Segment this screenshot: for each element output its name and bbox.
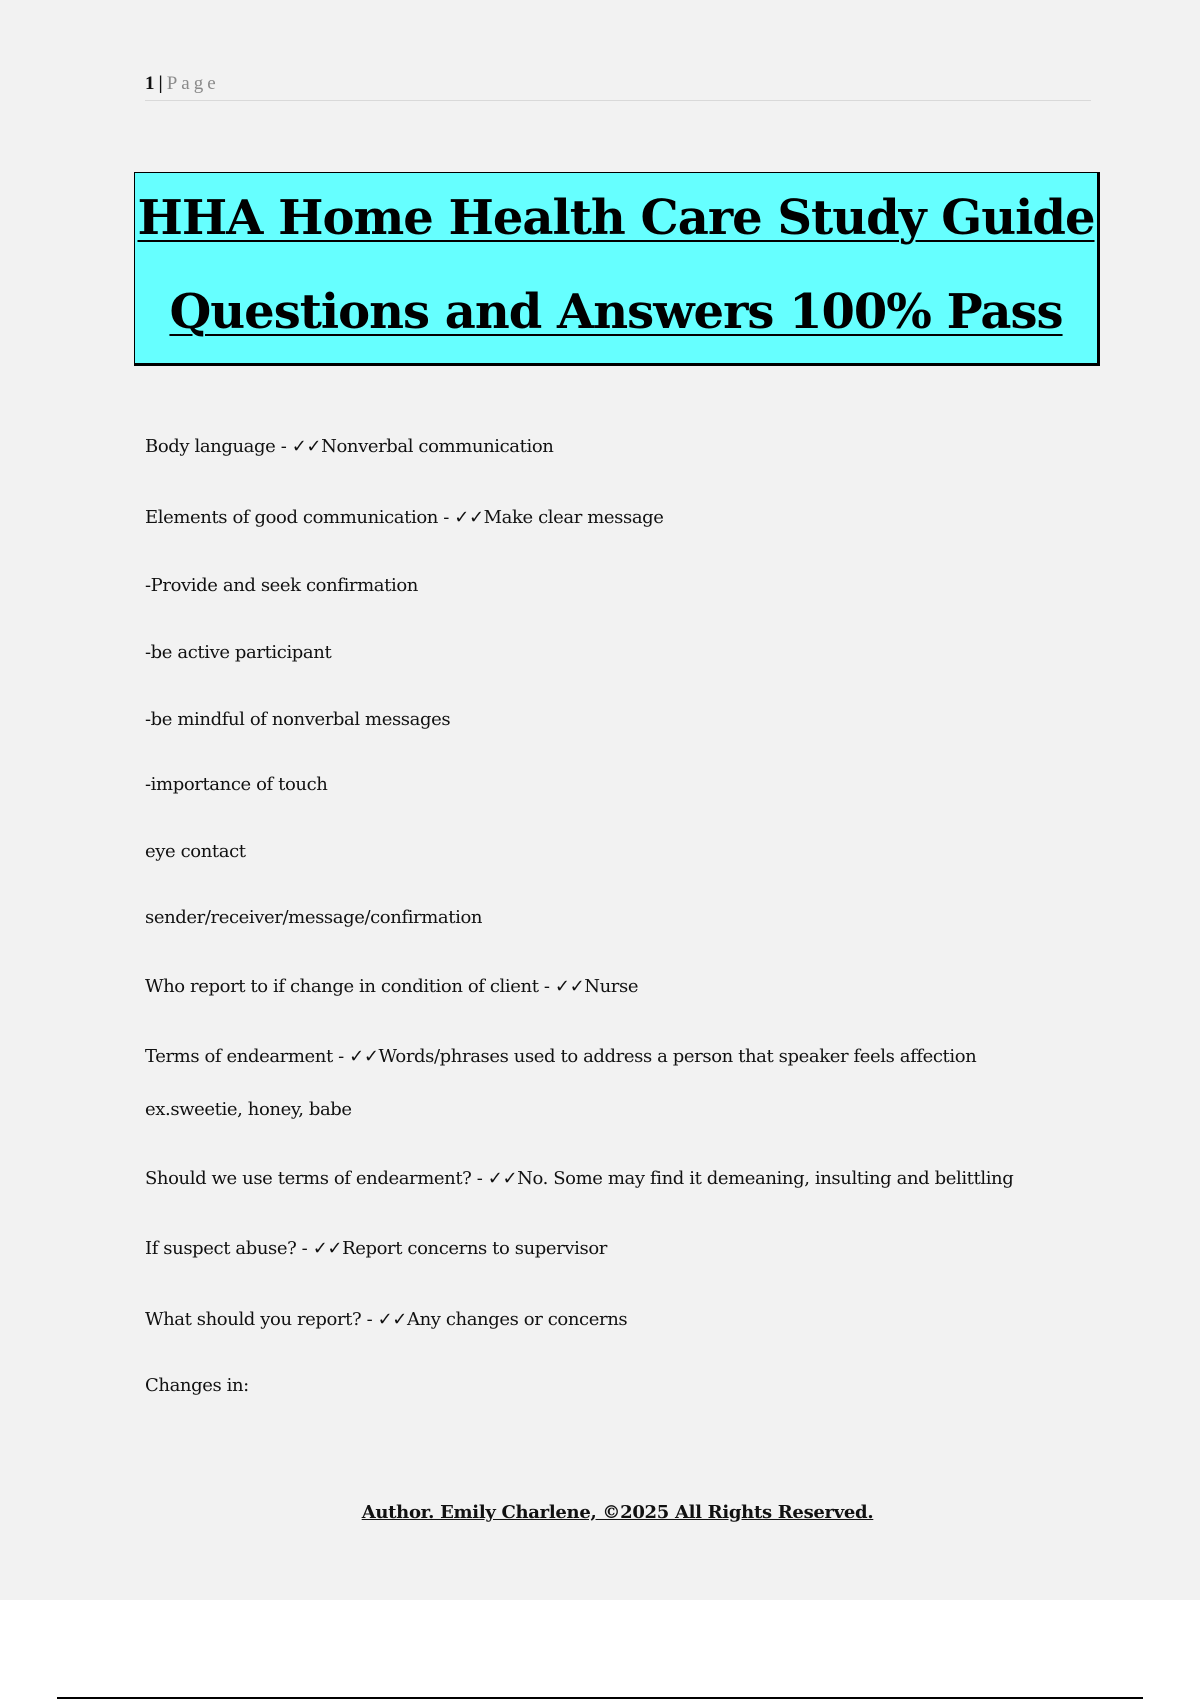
- qa-item: [145, 506, 1145, 530]
- text-line: eye contact: [145, 841, 246, 862]
- qa-answer: No. Some may find it demeaning, insulting and belittling: [517, 1168, 1014, 1189]
- text-line: -Provide and seek confirmation: [145, 575, 418, 596]
- qa-item: [145, 1045, 1145, 1069]
- qa-question: If suspect abuse? -: [145, 1238, 313, 1259]
- double-check-icon: ✓✓: [554, 976, 585, 997]
- title-line-1: HHA Home Health Care Study Guide: [137, 190, 1095, 246]
- qa-answer: Report concerns to supervisor: [342, 1238, 607, 1259]
- double-check-icon: ✓✓: [291, 436, 322, 457]
- qa-item: [145, 1237, 1145, 1261]
- page-number: 1: [145, 73, 155, 94]
- double-check-icon: ✓✓: [377, 1309, 407, 1330]
- qa-answer: Nonverbal communication: [321, 436, 554, 457]
- qa-item: [145, 975, 1145, 999]
- qa-question: Should we use terms of endearment? -: [145, 1168, 488, 1189]
- qa-question: What should you report? -: [145, 1309, 378, 1330]
- qa-answer: Nurse: [584, 976, 639, 997]
- page-header: [145, 72, 1091, 101]
- double-check-icon: ✓✓: [312, 1238, 343, 1259]
- qa-question: Elements of good communication -: [145, 507, 455, 528]
- text-line: sender/receiver/message/confirmation: [145, 907, 483, 928]
- qa-item: [145, 435, 1145, 459]
- text-line: -be mindful of nonverbal messages: [145, 709, 451, 730]
- qa-question: Body language -: [145, 436, 292, 457]
- double-check-icon: ✓✓: [454, 507, 484, 528]
- double-check-icon: ✓✓: [349, 1046, 379, 1067]
- qa-answer: Make clear message: [483, 507, 664, 528]
- qa-item: [145, 1308, 1145, 1332]
- qa-question: Terms of endearment -: [145, 1046, 350, 1067]
- text-line: -be active participant: [145, 642, 332, 663]
- text-line: ex.sweetie, honey, babe: [145, 1099, 352, 1120]
- qa-answer: Any changes or concerns: [406, 1309, 628, 1330]
- text-line: -importance of touch: [145, 774, 328, 795]
- bottom-divider: [57, 1697, 1143, 1699]
- page-separator: |: [158, 73, 163, 94]
- qa-item: [145, 1167, 1145, 1191]
- author-footer: Author. Emily Charlene, ©2025 All Rights Reserved.: [361, 1502, 874, 1523]
- double-check-icon: ✓✓: [487, 1168, 518, 1189]
- title-box: [134, 172, 1100, 366]
- text-line: Changes in:: [145, 1375, 249, 1396]
- page-label: Page: [166, 73, 220, 94]
- qa-answer: Words/phrases used to address a person that speaker feels affection: [378, 1046, 977, 1067]
- qa-question: Who report to if change in condition of client -: [145, 976, 555, 997]
- title-line-2: Questions and Answers 100% Pass: [169, 284, 1063, 340]
